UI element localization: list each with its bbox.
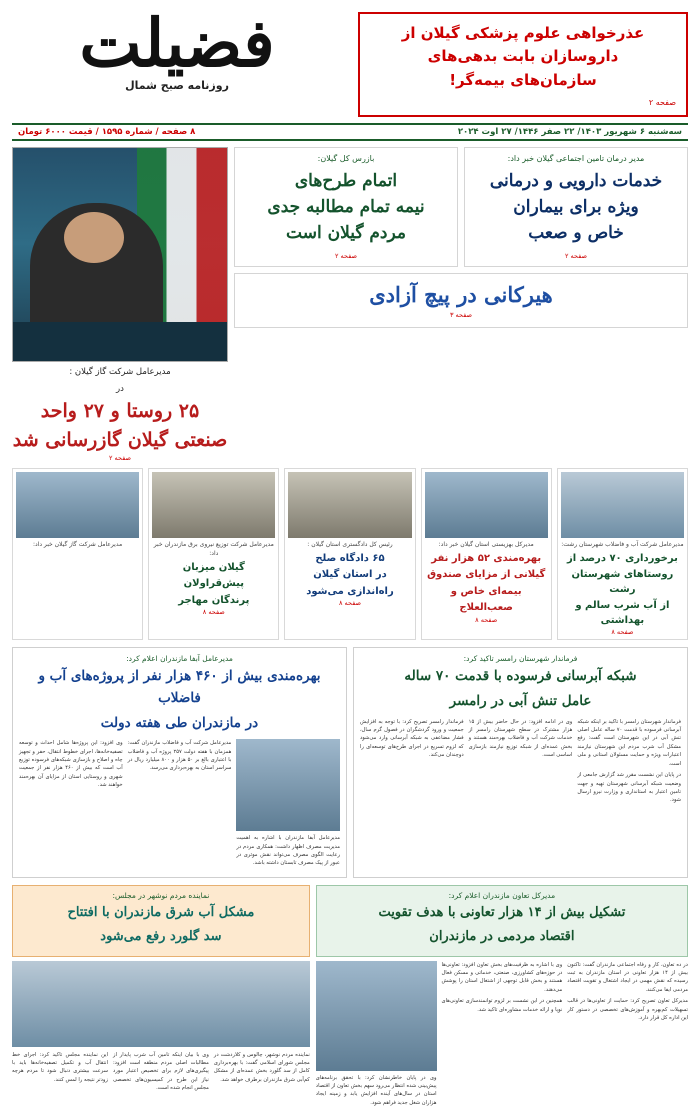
headline-card-left[interactable]	[234, 147, 458, 267]
lead-story[interactable]	[12, 147, 228, 463]
strip-title-line3: از آب شرب سالم و بهداشتی	[561, 599, 684, 628]
lead-kicker-line1: مدیرعامل شرکت گاز گیلان :	[12, 366, 228, 379]
banner-page-ref: صفحه ۳	[243, 311, 679, 319]
mid-kicker: فرماندار شهرستان رامسر تاکید کرد:	[360, 654, 681, 663]
advert-line-3: سازمان‌های بیمه‌گر!	[370, 69, 676, 92]
mid-kicker: مدیرعامل آبفا مازندران اعلام کرد:	[19, 654, 340, 663]
mid-photo	[236, 739, 340, 831]
mid-title-line2: عامل تنش آبی در رامسر	[360, 691, 681, 713]
mid-body-col-2: وی افزود: این پروژه‌ها شامل احداث و توسعه تصفیه‌خانه‌ها، اجرای خطوط انتقال، حفر و تجهیز چاه و اصلاح و بازسازی شبکه‌های فرسوده توزیع آب است که بیش از ۴۶۰ هزار نفر از جمعیت شهری و روستایی استان از مزایای آن بهره‌مند خواهند شد.	[19, 739, 123, 871]
mid-title-line1: بهره‌مندی بیش از ۴۶۰ هزار نفر از پروژه‌های آب و فاضلاب	[19, 666, 340, 709]
photo-strip	[12, 468, 688, 640]
lead-title-line2: صنعتی گیلان گازرسانی شد	[12, 426, 228, 455]
headline-kicker: مدیر درمان تامین اجتماعی گیلان خبر داد:	[473, 154, 679, 163]
bottom-body-col-2: وی با اشاره به ظرفیت‌های بخش تعاون افزود: تعاونی‌ها در حوزه‌های کشاورزی، صنعتی، خدماتی و مسکن فعال هستند و بخش قابل توجهی از اشتغال استان را پوشش می‌دهند. همچنین در این نشست بر لزوم توانمندسازی تعاونی‌های نوپا و ارائه خدمات مشاوره‌ای تاکید شد.	[442, 961, 563, 1110]
mid-article-left[interactable]	[353, 647, 688, 877]
mid-photo-wrap: مدیرعامل آبفا مازندران با اشاره به اهمیت مدیریت مصرف اظهار داشت: همکاری مردم در رعایت الگوی مصرف می‌تواند نقش موثری در عبور از پیک مصرف تابستان داشته باشد.	[236, 739, 340, 871]
bottom-title-line2: اقتصاد مردمی در مازندران	[322, 927, 682, 948]
lead-kicker-line2: در	[12, 383, 228, 396]
strip-item-3[interactable]	[284, 468, 415, 640]
strip-photo	[288, 472, 411, 538]
advert-line-2: داروسازان بابت بدهی‌های	[370, 45, 676, 68]
masthead	[12, 0, 688, 121]
strip-kicker: رئیس کل دادگستری استان گیلان :	[288, 541, 411, 550]
strip-title-line4: صعب‌العلاج	[425, 601, 548, 616]
advert-line-1: عذرخواهی علوم پزشکی گیلان از	[370, 22, 676, 45]
top-band	[12, 147, 688, 463]
bottom-article-right[interactable]	[12, 885, 310, 1110]
strip-photo	[16, 472, 139, 538]
bottom-photo-wrap: وی در پایان خاطرنشان کرد: با تحقق برنامه‌های پیش‌بینی شده انتظار می‌رود سهم بخش تعاون از اقتصاد استان در سال‌های آینده افزایش یابد و زمینه ایجاد هزاران شغل جدید فراهم شود.	[316, 961, 437, 1110]
headline-title-line2: ویژه برای بیماران	[473, 194, 679, 220]
strip-kicker: مدیرعامل شرکت آب و فاضلاب شهرستان رشت:	[561, 541, 684, 550]
mid-article-right[interactable]	[12, 647, 347, 877]
issue-date: سه‌شنبه ۶ شهریور ۱۴۰۳/ ۲۲ صفر ۱۴۴۶/ ۲۷ اوت ۲۰۲۴	[458, 127, 682, 137]
bottom-section	[12, 885, 688, 1110]
lead-page-ref: صفحه ۲	[12, 454, 228, 462]
strip-title-line3: راه‌اندازی می‌شود	[288, 585, 411, 600]
mid-body-col-1: فرماندار شهرستان رامسر با تاکید بر اینکه شبکه آبرسانی فرسوده با قدمت ۷۰ ساله عامل اصلی تنش آبی در این شهرستان است گفت: رفع مشکل آب شرب مردم این شهرستان نیازمند اعتبارات ویژه و حمایت مسئولان استانی و ملی است. در پایان این نشست مقرر شد گزارش جامعی از وضعیت شبکه آبرسانی شهرستان تهیه و جهت تامین اعتبار به استانداری و وزارت نیرو ارسال شود.	[577, 718, 681, 808]
strip-item-1[interactable]	[557, 468, 688, 640]
strip-title-line2: روستاهای شهرستان رشت	[561, 568, 684, 597]
bottom-photo	[316, 961, 437, 1071]
strip-kicker: مدیرکل بهزیستی استان گیلان خبر داد:	[425, 541, 548, 550]
mid-title-line1: شبکه آبرسانی فرسوده با قدمت ۷۰ ساله	[360, 666, 681, 688]
bottom-right-body-col-2: وی با بیان اینکه تامین آب شرب پایدار از مطالبات اصلی مردم منطقه است افزود: پیگیری‌های لازم برای تخصیص اعتبار مورد نیاز این طرح در کمیسیون‌های تخصصی مجلس انجام شده است.	[113, 1051, 209, 1096]
podium	[13, 322, 227, 360]
headline-title-line1: اتمام طرح‌های	[243, 168, 449, 194]
strip-page-ref: صفحه ۸	[561, 628, 684, 636]
strip-kicker: مدیرعامل شرکت گاز گیلان خبر داد:	[16, 541, 139, 550]
mid-title-line2: در مازندران طی هفته دولت	[19, 713, 340, 735]
headline-title-line3: خاص و صعب	[473, 220, 679, 246]
headline-card-right[interactable]	[464, 147, 688, 267]
strip-item-2[interactable]	[421, 468, 552, 640]
newspaper-logo	[12, 12, 342, 92]
bottom-title-line1: مشکل آب شرق مازندران با افتتاح	[18, 903, 304, 924]
banner-title: هیرکانی در پیچ آزادی	[243, 282, 679, 307]
strip-item-4[interactable]	[148, 468, 279, 640]
masthead-advert	[358, 12, 688, 117]
mid-body-col-3: فرماندار رامسر تصریح کرد: با توجه به افزایش جمعیت و ورود گردشگران در فصول گرم سال، فشار مضاعفی به شبکه آبرسانی وارد می‌شود که لزوم تسریع در اجرای طرح‌های توسعه‌ای را دوچندان می‌کند.	[360, 718, 464, 808]
strip-title-line1: گیلان میزبان	[152, 561, 275, 576]
strip-title-line1: بهره‌مندی ۵۲ هزار نفر	[425, 552, 548, 567]
headline-title-line3: مردم گیلان است	[243, 220, 449, 246]
bottom-kicker: مدیرکل تعاون مازندران اعلام کرد:	[322, 891, 682, 900]
logo-wordmark: فضیلت	[12, 12, 342, 75]
strip-title-line2: پیش‌قراولان	[152, 577, 275, 592]
strip-item-5[interactable]	[12, 468, 143, 640]
logo-subtitle: روزنامه صبح شمال	[12, 79, 342, 92]
mid-section	[12, 647, 688, 877]
headline-title-line2: نیمه تمام مطالبه جدی	[243, 194, 449, 220]
bottom-title-line1: تشکیل بیش از ۱۴ هزار تعاونی با هدف تقویت	[322, 903, 682, 924]
mid-body-col-2: وی در ادامه افزود: در حال حاضر بیش از ۱۵ هزار مشترک در سطح شهرستان رامسر از خدمات شرکت آب و فاضلاب بهره‌مند هستند و بخش عمده‌ای از شبکه توزیع نیازمند بازسازی اساسی است.	[469, 718, 573, 808]
bottom-right-photo	[12, 961, 310, 1047]
strip-photo	[561, 472, 684, 538]
strip-title-line2: در استان گیلان	[288, 568, 411, 583]
mid-body-col-1: مدیرعامل شرکت آب و فاضلاب مازندران گفت: همزمان با هفته دولت ۲۵۷ پروژه آب و فاضلاب با اعتباری بالغ بر ۵۰ هزار و ۸۰۰ میلیارد ریال در سراسر استان به بهره‌برداری می‌رسد.	[128, 739, 232, 871]
strip-photo	[152, 472, 275, 538]
strip-photo	[425, 472, 548, 538]
lead-photo	[12, 147, 228, 362]
strip-page-ref: صفحه ۸	[425, 616, 548, 624]
strip-title-line2: گیلانی از مزایای صندوق	[425, 568, 548, 583]
strip-page-ref: صفحه ۸	[288, 599, 411, 607]
top-headlines-column	[234, 147, 688, 463]
headline-title-line1: خدمات دارویی و درمانی	[473, 168, 679, 194]
date-bar	[12, 123, 688, 141]
headline-page-ref: صفحه ۲	[473, 252, 679, 260]
strip-title-line1: برخورداری ۷۰ درصد از	[561, 552, 684, 567]
bottom-body-col-1: در ده تعاون، کار و رفاه اجتماعی مازندران گفت: تاکنون بیش از ۱۴ هزار تعاونی در استان مازندران به ثبت رسیده که نقش مهمی در ایجاد اشتغال و تقویت اقتصاد مردمی ایفا می‌کنند. مدیرکل تعاون تصریح کرد: حمایت از تعاونی‌ها در قالب تسهیلات کم‌بهره و آموزش‌های تخصصی در دستور کار این اداره کل قرار دارد.	[567, 961, 688, 1110]
headline-kicker: بازرس کل گیلان:	[243, 154, 449, 163]
issue-info: ۸ صفحه / شماره ۱۵۹۵ / قیمت ۶۰۰۰ تومان	[18, 127, 195, 137]
bottom-article-left[interactable]	[316, 885, 688, 1110]
bottom-right-body-col-1: نماینده مردم نوشهر، چالوس و کلاردشت در مجلس شورای اسلامی گفت: با بهره‌برداری کامل از سد گلورد بخش عمده‌ای از مشکل کم‌آبی شرق مازندران برطرف خواهد شد.	[214, 1051, 310, 1096]
lead-title-line1: ۲۵ روستا و ۲۷ واحد	[12, 397, 228, 426]
feature-banner[interactable]	[234, 273, 688, 328]
strip-kicker: مدیرعامل شرکت توزیع نیروی برق مازندران خبر داد:	[152, 541, 275, 558]
strip-title-line1: ۶۵ دادگاه صلح	[288, 552, 411, 567]
bottom-kicker: نماینده مردم نوشهر در مجلس:	[18, 891, 304, 900]
bottom-title-line2: سد گلورد رفع می‌شود	[18, 927, 304, 948]
headline-page-ref: صفحه ۲	[243, 252, 449, 260]
strip-page-ref: صفحه ۸	[152, 608, 275, 616]
speaker-face	[64, 212, 124, 263]
advert-page-ref: صفحه ۲	[370, 98, 676, 107]
bottom-right-body-col-3: این نماینده مجلس تاکید کرد: اجرای خط انتقال آب و تکمیل تصفیه‌خانه‌ها باید با سرعت بیشتری دنبال شود تا مردم هرچه زودتر نتیجه را لمس کنند.	[12, 1051, 108, 1096]
strip-title-line3: بیمه‌ای خاص و	[425, 585, 548, 600]
strip-title-line3: پرندگان مهاجر	[152, 594, 275, 609]
